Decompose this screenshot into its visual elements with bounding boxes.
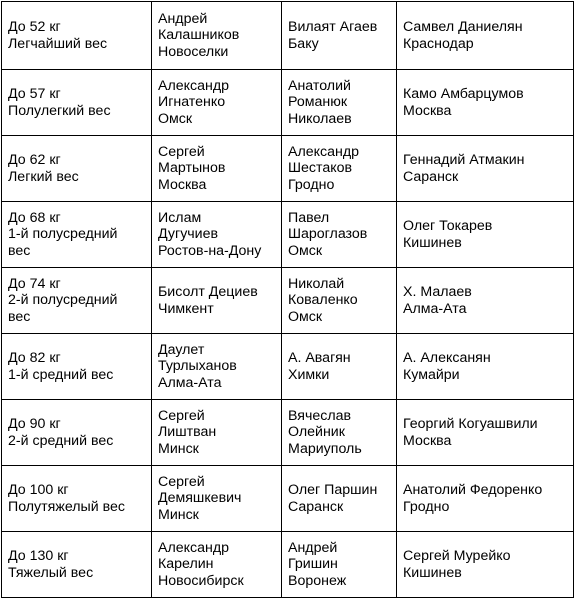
athlete-cell-place-3 — [397, 466, 574, 532]
athlete-info-line: А. Алексанян — [403, 349, 491, 366]
athlete-cell-place-2 — [282, 70, 397, 136]
athlete-info-line: Новоселки — [158, 43, 229, 60]
results-table-body — [2, 2, 574, 598]
weight-category-line: 2-й средний вес — [8, 432, 114, 449]
table-row — [2, 2, 574, 70]
weight-category-cell — [2, 268, 152, 334]
athlete-info-line: Калашников — [158, 27, 240, 44]
weight-category-line: вес — [8, 308, 31, 325]
table-row — [2, 466, 574, 532]
athlete-cell-place-2 — [282, 466, 397, 532]
athlete-info-line: Ислам — [158, 209, 202, 226]
athlete-info-line: Гришин — [288, 556, 338, 573]
table-row — [2, 70, 574, 136]
athlete-cell-place-3 — [397, 532, 574, 598]
athlete-cell-place-1 — [152, 400, 282, 466]
athlete-info-line: Омск — [288, 308, 323, 325]
weight-category-line: До 62 кг — [8, 151, 61, 168]
athlete-info-line: Омск — [158, 110, 193, 127]
athlete-info-line: Шестаков — [288, 160, 353, 177]
weight-category-cell — [2, 334, 152, 400]
weight-category-cell — [2, 70, 152, 136]
athlete-info-line: Омск — [288, 242, 323, 259]
athlete-cell-place-2 — [282, 268, 397, 334]
athlete-info-line: Алма-Ата — [403, 300, 467, 317]
table-row — [2, 136, 574, 202]
athlete-cell-place-3 — [397, 2, 574, 70]
athlete-info-line: Москва — [403, 102, 452, 119]
weight-category-line: До 68 кг — [8, 209, 61, 226]
athlete-info-line: Камо Амбарцумов — [403, 85, 524, 102]
weight-category-line: Тяжелый вес — [8, 564, 94, 581]
athlete-info-line: Демяшкевич — [158, 490, 242, 507]
athlete-cell-place-1 — [152, 466, 282, 532]
athlete-cell-place-2 — [282, 2, 397, 70]
athlete-info-line: Георгий Когуашвили — [403, 415, 538, 432]
table-row — [2, 400, 574, 466]
weight-category-line: До 130 кг — [8, 547, 69, 564]
weight-category-line: До 57 кг — [8, 85, 61, 102]
athlete-info-line: Москва — [158, 176, 207, 193]
athlete-info-line: Андрей — [158, 10, 208, 27]
athlete-info-line: Ростов-на-Дону — [158, 242, 262, 259]
weight-category-cell — [2, 2, 152, 70]
weight-category-line: 1-й средний вес — [8, 366, 114, 383]
athlete-cell-place-2 — [282, 202, 397, 268]
athlete-info-line: Александр — [158, 77, 229, 94]
athlete-cell-place-1 — [152, 334, 282, 400]
athlete-cell-place-3 — [397, 70, 574, 136]
athlete-info-line: Сергей Мурейко — [403, 547, 511, 564]
athlete-info-line: Минск — [158, 506, 199, 523]
athlete-info-line: Павел — [288, 209, 330, 226]
athlete-info-line: Гродно — [288, 176, 335, 193]
athlete-info-line: Даулет — [158, 341, 205, 358]
athlete-info-line: Андрей — [288, 539, 338, 556]
athlete-cell-place-2 — [282, 334, 397, 400]
athlete-cell-place-3 — [397, 334, 574, 400]
athlete-info-line: Алма-Ата — [158, 374, 222, 391]
athlete-info-line: Игнатенко — [158, 94, 226, 111]
table-row — [2, 334, 574, 400]
athlete-info-line: Мартынов — [158, 160, 226, 177]
athlete-info-line: Александр — [158, 539, 229, 556]
weight-category-line: 2-й полусредний — [8, 292, 118, 309]
athlete-info-line: Николаев — [288, 110, 352, 127]
athlete-cell-place-2 — [282, 136, 397, 202]
athlete-info-line: Саранск — [403, 168, 459, 185]
athlete-info-line: Мариуполь — [288, 440, 362, 457]
weight-category-cell — [2, 532, 152, 598]
athlete-info-line: Кишинев — [403, 234, 462, 251]
athlete-info-line: Москва — [403, 432, 452, 449]
athlete-info-line: Кумайри — [403, 366, 460, 383]
athlete-cell-place-3 — [397, 400, 574, 466]
weight-category-line: До 82 кг — [8, 349, 61, 366]
weight-category-line: До 52 кг — [8, 18, 61, 35]
athlete-info-line: Турлыханов — [158, 358, 237, 375]
athlete-info-line: Анатолий — [288, 77, 351, 94]
athlete-cell-place-1 — [152, 202, 282, 268]
athlete-info-line: Карелин — [158, 556, 214, 573]
athlete-info-line: Гродно — [403, 498, 450, 515]
athlete-info-line: Кишинев — [403, 564, 462, 581]
athlete-info-line: Самвел Даниелян — [403, 18, 523, 35]
athlete-cell-place-1 — [152, 2, 282, 70]
athlete-info-line: Шароглазов — [288, 226, 368, 243]
athlete-info-line: Сергей — [158, 143, 205, 160]
athlete-info-line: Геннадий Атмакин — [403, 151, 525, 168]
weight-category-cell — [2, 466, 152, 532]
weight-category-cell — [2, 136, 152, 202]
weight-category-line: До 100 кг — [8, 481, 69, 498]
athlete-info-line: А. Авагян — [288, 349, 351, 366]
athlete-cell-place-3 — [397, 268, 574, 334]
weight-category-cell — [2, 400, 152, 466]
athlete-info-line: Чимкент — [158, 300, 214, 317]
weight-category-line: вес — [8, 242, 31, 259]
athlete-cell-place-1 — [152, 532, 282, 598]
athlete-cell-place-3 — [397, 202, 574, 268]
athlete-info-line: Воронеж — [288, 572, 347, 589]
athlete-cell-place-1 — [152, 136, 282, 202]
athlete-info-line: Сергей — [158, 473, 205, 490]
weight-category-line: До 74 кг — [8, 275, 61, 292]
athlete-info-line: Вилаят Агаев — [288, 18, 378, 35]
athlete-info-line: Краснодар — [403, 35, 474, 52]
table-row — [2, 202, 574, 268]
athlete-info-line: Олег Токарев — [403, 217, 493, 234]
athlete-info-line: Сергей — [158, 407, 205, 424]
athlete-info-line: Вячеслав — [288, 407, 352, 424]
weight-category-line: Легчайший вес — [8, 35, 108, 52]
athlete-cell-place-1 — [152, 70, 282, 136]
table-row — [2, 532, 574, 598]
athlete-info-line: Лиштван — [158, 424, 217, 441]
athlete-info-line: Минск — [158, 440, 199, 457]
athlete-info-line: Бисолт Дециев — [158, 283, 258, 300]
athlete-info-line: Химки — [288, 366, 330, 383]
weight-category-line: Полутяжелый вес — [8, 498, 125, 515]
athlete-cell-place-2 — [282, 532, 397, 598]
athlete-info-line: Николай — [288, 275, 345, 292]
results-table — [1, 1, 574, 598]
athlete-info-line: Александр — [288, 143, 359, 160]
athlete-info-line: Олег Паршин — [288, 481, 378, 498]
table-row — [2, 268, 574, 334]
weight-category-line: До 90 кг — [8, 415, 61, 432]
athlete-info-line: Новосибирск — [158, 572, 244, 589]
athlete-cell-place-3 — [397, 136, 574, 202]
athlete-info-line: Баку — [288, 35, 319, 52]
athlete-info-line: Дугучиев — [158, 226, 219, 243]
athlete-cell-place-1 — [152, 268, 282, 334]
athlete-info-line: Романюк — [288, 94, 348, 111]
athlete-info-line: Саранск — [288, 498, 344, 515]
weight-category-line: Легкий вес — [8, 168, 79, 185]
weight-category-line: Полулегкий вес — [8, 102, 111, 119]
athlete-info-line: Коваленко — [288, 292, 358, 309]
athlete-info-line: Х. Малаев — [403, 283, 472, 300]
weight-category-cell — [2, 202, 152, 268]
athlete-cell-place-2 — [282, 400, 397, 466]
athlete-info-line: Олейник — [288, 424, 345, 441]
weight-category-line: 1-й полусредний — [8, 226, 118, 243]
athlete-info-line: Анатолий Федоренко — [403, 481, 543, 498]
